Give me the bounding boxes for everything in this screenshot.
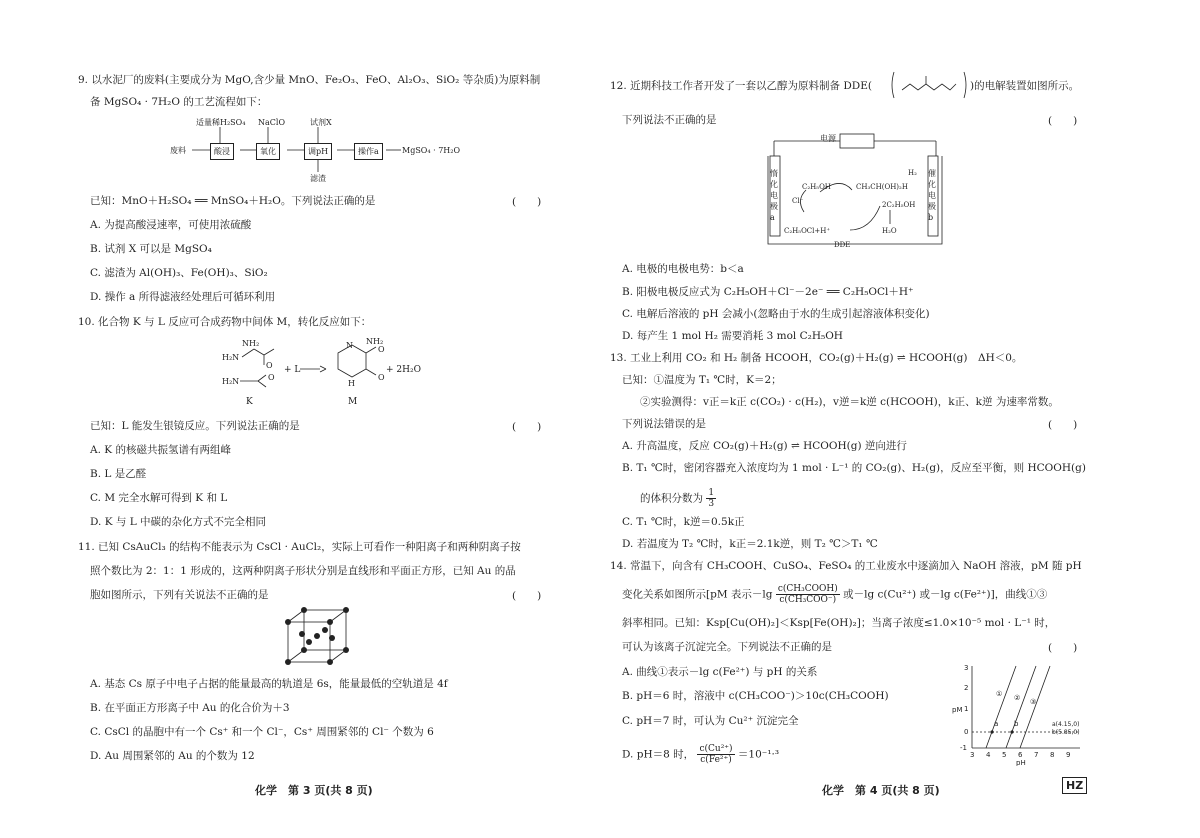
- q13-answer-paren: ( ): [1048, 419, 1078, 431]
- q11-stem-line2: 照个数比为 2：1：1 形成的，这两种阴离子形状分别是直线形和平面正方形，已知 Au 的晶: [90, 565, 516, 577]
- m-o2: O: [378, 373, 385, 382]
- q9-option-d: D. 操作 a 所得滤液经处理后可循环利用: [90, 291, 276, 303]
- power-source-label: 电源: [820, 134, 836, 143]
- m-o1: O: [378, 345, 385, 354]
- x-tick-6: 6: [1018, 751, 1023, 759]
- q9-option-b: B. 试剂 X 可以是 MgSO₄: [90, 243, 212, 255]
- species-ethoxy-cl: C₂H₅OCl+H⁺: [784, 227, 831, 235]
- plus-water: + 2H₂O: [386, 365, 421, 375]
- x-axis-label: pH: [1016, 759, 1026, 766]
- species-intermediate: CH₃CH(OH)₂H: [856, 183, 908, 191]
- q13-option-d: D. 若温度为 T₂ ℃时，k正＝2.1k逆，则 T₂ ℃＞T₁ ℃: [622, 538, 878, 550]
- pm-graph-svg: [950, 660, 1090, 766]
- q9-known: 已知：MnO＋H₂SO₄ ══ MnSO₄＋H₂O。下列说法正确的是: [90, 195, 376, 207]
- q11-option-c: C. CsCl 的晶胞中有一个 Cs⁺ 和一个 Cl⁻，Cs⁺ 周围紧邻的 Cl⁻ 个数为 6: [90, 726, 434, 738]
- flow-arrows: [170, 116, 490, 186]
- q11-stem-line1: 11. 已知 CsAuCl₃ 的结构不能表示为 CsCl · AuCl₂，实际上可看作一种阳离子和两种阴离子按: [78, 541, 521, 553]
- plus-l: + L: [284, 365, 301, 375]
- q12-option-d: D. 每产生 1 mol H₂ 需要消耗 3 mol C₂H₅OH: [622, 330, 843, 342]
- q13-ask: 下列说法错误的是: [622, 418, 706, 430]
- curve-label-2: ②: [1014, 694, 1021, 702]
- q10-option-b: B. L 是乙醛: [90, 468, 147, 480]
- q11-stem-line3: 胞如图所示，下列有关说法不正确的是: [90, 589, 269, 601]
- y-tick-2: 2: [964, 684, 969, 692]
- q14-option-a: A. 曲线①表示－lg c(Fe²⁺) 与 pH 的关系: [622, 666, 818, 678]
- k-o1: O: [266, 361, 273, 370]
- q10-answer-paren: ( ): [512, 421, 542, 433]
- curve-label-3: ③: [1030, 698, 1037, 706]
- q14-stem-line1: 14. 常温下，向含有 CH₃COOH、CuSO₄、FeSO₄ 的工业废水中逐滴加入 NaOH 溶液，pM 随 pH: [610, 560, 1082, 572]
- y-axis-label: pM: [952, 706, 963, 714]
- q13-known2: ②实验测得：v正＝k正 c(CO₂) · c(H₂)，v逆＝k逆 c(HCOOH)，k正、k逆 为速率常数。: [640, 396, 1059, 408]
- fraction-cu-fe: $\frac{\text{c(Cu²⁺)}}{\text{c(Fe²⁺)}}$: [699, 744, 733, 765]
- species-2ethanol: 2C₂H₅OH: [882, 201, 916, 209]
- q12-answer-paren: ( ): [1048, 115, 1078, 127]
- q12-stem-line1b: )的电解装置如图所示。: [970, 80, 1080, 92]
- q14-option-c: C. pH＝7 时，可认为 Cu²⁺ 沉淀完全: [622, 715, 799, 727]
- q13-option-b-line2: 的体积分数为 $\frac{1}{3}$: [640, 488, 715, 509]
- q10-stem: 10. 化合物 K 与 L 反应可合成药物中间体 M，转化反应如下：: [78, 316, 372, 328]
- flow-label-acid: 适量稀H₂SO₄: [196, 118, 246, 127]
- k-o2: O: [268, 373, 275, 382]
- q10-option-a: A. K 的核磁共振氢谱有两组峰: [90, 444, 231, 456]
- q12-option-b: B. 阳极电极反应式为 C₂H₅OH＋Cl⁻－2e⁻ ══ C₂H₅OCl＋H⁺: [622, 286, 914, 298]
- fraction-one-third: $\frac{1}{3}$: [708, 488, 715, 509]
- flow-label-reagent-x: 试剂X: [310, 118, 332, 127]
- curve-label-1: ①: [996, 690, 1003, 698]
- q14-stem-line3: 斜率相同。已知：Ksp[Cu(OH)₂]＜Ksp[Fe(OH)₂]；当离子浓度≤1.0×10⁻⁵ mol · L⁻¹ 时，: [622, 617, 1056, 629]
- q10-reaction-diagram: [220, 335, 430, 411]
- annot-a: a(4.15,0): [1052, 721, 1080, 728]
- q14-option-d: D. pH＝8 时， $\frac{\text{c(Cu²⁺)}}{\text{c(Fe²⁺)}}$ ＝10⁻¹·³: [622, 744, 780, 765]
- k-h2n: H₂N: [222, 353, 240, 362]
- m-n: N: [346, 341, 353, 350]
- m-nh2: NH₂: [366, 337, 384, 346]
- k-h2n-2: H₂N: [222, 377, 240, 386]
- q9-option-c: C. 滤渣为 Al(OH)₃、Fe(OH)₃、SiO₂: [90, 267, 268, 279]
- species-dde: DDE: [834, 241, 851, 249]
- q14-stem-line4: 可认为该离子沉淀完全。下列说法不正确的是: [622, 641, 832, 653]
- left-footer: 化学 第 3 页(共 8 页): [255, 784, 373, 797]
- x-tick-8: 8: [1050, 751, 1055, 759]
- k-nh2-top: NH₂: [242, 339, 260, 348]
- x-tick-3: 3: [970, 751, 975, 759]
- electrode-b-label: 催 化 电 极 b: [928, 169, 936, 222]
- right-page: [600, 0, 1200, 838]
- x-tick-5: 5: [1002, 751, 1007, 759]
- y-tick-3: 3: [964, 664, 969, 672]
- q11-option-d: D. Au 周围紧邻的 Au 的个数为 12: [90, 750, 255, 762]
- flow-label-naclo: NaClO: [258, 118, 286, 127]
- q10-known: 已知：L 能发生银镜反应。下列说法正确的是: [90, 420, 300, 432]
- label-m: M: [348, 397, 358, 407]
- q12-stem-line1: 12. 近期科技工作者开发了一套以乙醇为原料制备 DDE(: [610, 80, 872, 92]
- q10-option-c: C. M 完全水解可得到 K 和 L: [90, 492, 228, 504]
- q13-option-c: C. T₁ ℃时，k逆＝0.5k正: [622, 516, 745, 528]
- q11-option-a: A. 基态 Cs 原子中电子占据的能量最高的轨道是 6s，能量最低的空轨道是 4f: [90, 678, 448, 690]
- q10-option-d: D. K 与 L 中碳的杂化方式不完全相同: [90, 516, 267, 528]
- y-tick-0: 0: [964, 728, 969, 736]
- hz-badge: HZ: [1062, 777, 1087, 794]
- flow-box-adjust-ph: 调pH: [304, 143, 332, 160]
- x-tick-9: 9: [1066, 751, 1071, 759]
- q9-option-a: A. 为提高酸浸速率，可使用浓硫酸: [90, 219, 252, 231]
- flow-end: MgSO₄ · 7H₂O: [402, 146, 461, 155]
- point-label-a: a: [994, 720, 999, 728]
- q13-option-a: A. 升高温度，反应 CO₂(g)＋H₂(g) ⇌ HCOOH(g) 逆向进行: [622, 440, 907, 452]
- electrode-a-label: 惰 化 电 极 a: [770, 169, 778, 222]
- species-cl: Cl⁻: [792, 197, 804, 205]
- flow-start: 废料: [170, 146, 186, 155]
- q14-option-b: B. pH＝6 时，溶液中 c(CH₃COO⁻)＞10c(CH₃COOH): [622, 690, 889, 702]
- m-nh: H: [348, 379, 355, 388]
- q11-answer-paren: ( ): [512, 590, 542, 602]
- q14-pm-ph-graph: [950, 660, 1090, 766]
- dde-structure: [890, 70, 968, 100]
- flow-residue: 滤渣: [310, 174, 326, 183]
- right-footer: 化学 第 4 页(共 8 页): [822, 784, 940, 797]
- label-k: K: [246, 397, 253, 407]
- au-unit-cell: [282, 606, 362, 668]
- flow-box-operation-a: 操作a: [354, 143, 383, 160]
- flow-box-acid-leach: 酸浸: [210, 143, 234, 160]
- q12-stem-line2: 下列说法不正确的是: [622, 114, 717, 126]
- species-ethanol: C₂H₅OH: [802, 183, 831, 191]
- q14-stem-line2: 变化关系如图所示[pM 表示－lg $\frac{\text{c(CH₃COOH)}}{\text{c(CH₃COO⁻)}}$ 或－lg c(Cu²⁺) 或－lg c(Fe²⁺)]，曲线①③: [622, 584, 1048, 605]
- y-tick-neg1: -1: [960, 744, 967, 752]
- q13-option-b-line1: B. T₁ ℃时，密闭容器充入浓度均为 1 mol · L⁻¹ 的 CO₂(g)、H₂(g)，反应至平衡，则 HCOOH(g): [622, 462, 1086, 474]
- q12-electrolysis-diagram: [760, 132, 950, 252]
- h2-label: H₂: [908, 169, 917, 177]
- species-water: H₂O: [882, 227, 897, 235]
- q9-answer-paren: ( ): [512, 196, 542, 208]
- point-label-b: b: [1014, 720, 1019, 728]
- q12-option-a: A. 电极的电极电势：b＜a: [622, 263, 744, 275]
- y-tick-1: 1: [964, 705, 969, 713]
- flow-box-oxidize: 氧化: [256, 143, 280, 160]
- fraction-acetic: $\frac{\text{c(CH₃COOH)}}{\text{c(CH₃COO⁻)}}$: [777, 584, 838, 605]
- q13-known1: 已知：①温度为 T₁ ℃时，K＝2；: [622, 374, 782, 386]
- annot-b: b(5.85,0): [1052, 729, 1080, 736]
- q13-stem: 13. 工业上利用 CO₂ 和 H₂ 制备 HCOOH，CO₂(g)＋H₂(g) ⇌ HCOOH(g) ΔH＜0。: [610, 352, 1023, 364]
- q9-flow-diagram: [170, 116, 490, 186]
- q9-stem-line2: 备 MgSO₄ · 7H₂O 的工艺流程如下：: [90, 96, 268, 108]
- q11-option-b: B. 在平面正方形离子中 Au 的化合价为＋3: [90, 702, 290, 714]
- x-tick-4: 4: [986, 751, 991, 759]
- q9-stem-line1: 9. 以水泥厂的废料(主要成分为 MgO,含少量 MnO、Fe₂O₃、FeO、Al₂O₃、SiO₂ 等杂质)为原料制: [78, 74, 541, 86]
- q12-option-c: C. 电解后溶液的 pH 会减小(忽略由于水的生成引起溶液体积变化): [622, 308, 930, 320]
- x-tick-7: 7: [1034, 751, 1039, 759]
- q14-answer-paren: ( ): [1048, 642, 1078, 654]
